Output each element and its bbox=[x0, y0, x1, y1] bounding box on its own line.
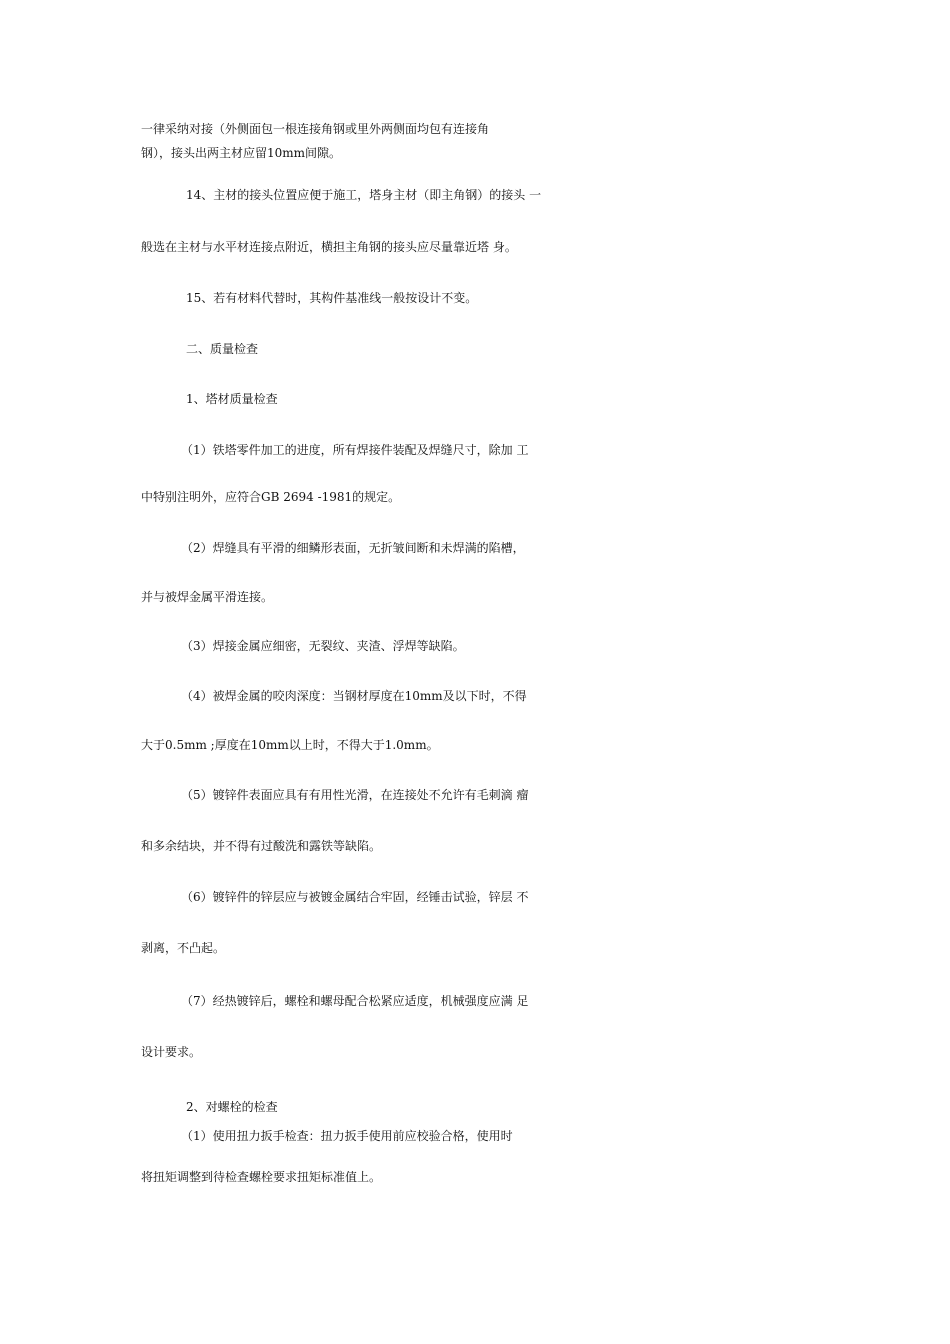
text-line: （4）被焊金属的咬肉深度：当钢材厚度在10mm及以下时，不得 bbox=[181, 689, 527, 703]
text-line: 般选在主材与水平材连接点附近，横担主角钢的接头应尽量靠近塔 身。 bbox=[141, 240, 517, 254]
text-line: 14、主材的接头位置应便于施工，塔身主材（即主角钢）的接头 一 bbox=[186, 188, 542, 202]
text-line: 钢），接头出两主材应留10mm间隙。 bbox=[141, 146, 342, 160]
text-line: （5）镀锌件表面应具有有用性光滑，在连接处不允许有毛刺滴 瘤 bbox=[181, 788, 529, 802]
text-line: 并与被焊金属平滑连接。 bbox=[141, 590, 274, 604]
text-line: （6）镀锌件的锌层应与被镀金属结合牢固，经锤击试验，锌层 不 bbox=[181, 890, 529, 904]
text-line: （2）焊缝具有平滑的细鳞形表面，无折皱间断和未焊满的陷槽， bbox=[181, 541, 525, 555]
text-line: 设计要求。 bbox=[141, 1045, 202, 1059]
subsection-heading: 1、塔材质量检查 bbox=[186, 392, 278, 406]
text-line: 和多余结块，并不得有过酸洗和露铁等缺陷。 bbox=[141, 839, 382, 853]
section-heading: 二、质量检查 bbox=[186, 342, 259, 356]
text-line: （1）使用扭力扳手检查：扭力扳手使用前应校验合格，使用时 bbox=[181, 1129, 513, 1143]
text-line: （1）铁塔零件加工的进度，所有焊接件装配及焊缝尺寸，除加 工 bbox=[181, 443, 529, 457]
text-line: 中特别注明外，应符合GB 2694 -1981的规定。 bbox=[141, 490, 401, 504]
text-line: （7）经热镀锌后，螺栓和螺母配合松紧应适度，机械强度应满 足 bbox=[181, 994, 529, 1008]
text-line: （3）焊接金属应细密，无裂纹、夹渣、浮焊等缺陷。 bbox=[181, 639, 465, 653]
text-line: 剥离，不凸起。 bbox=[141, 941, 226, 955]
text-line: 将扭矩调整到待检查螺栓要求扭矩标准值上。 bbox=[141, 1170, 382, 1184]
text-line: 15、若有材料代替时，其构件基准线一般按设计不变。 bbox=[186, 291, 478, 305]
text-line: 一律采纳对接（外侧面包一根连接角钢或里外两侧面均包有连接角 bbox=[141, 122, 490, 136]
subsection-heading: 2、对螺栓的检查 bbox=[186, 1100, 278, 1114]
text-line: 大于0.5mm ;厚度在10mm以上时，不得大于1.0mm。 bbox=[141, 738, 439, 752]
